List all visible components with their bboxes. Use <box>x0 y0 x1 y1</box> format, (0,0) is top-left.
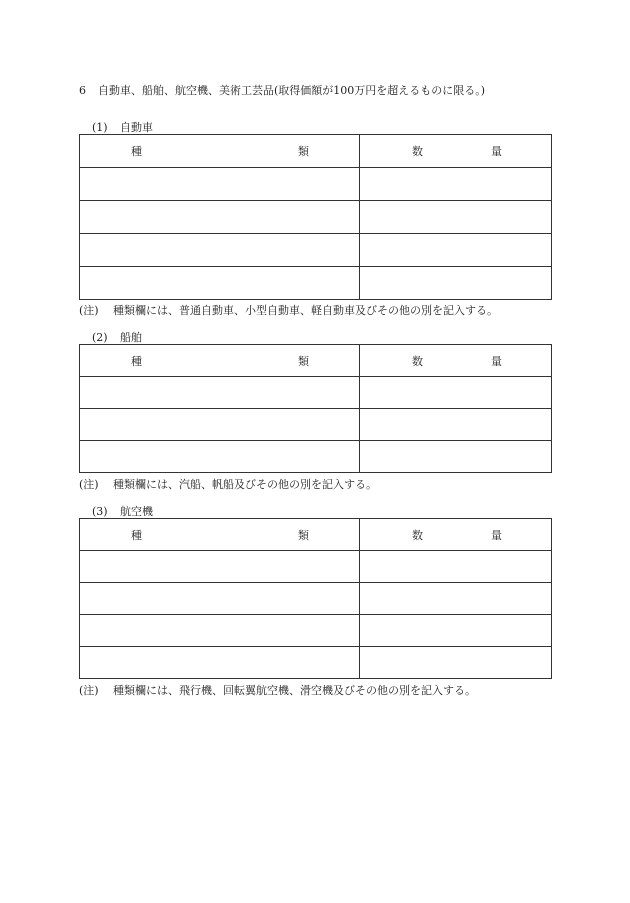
quantity-cell[interactable] <box>360 377 552 409</box>
ship-table <box>79 344 552 473</box>
table-row <box>80 441 552 473</box>
quantity-cell[interactable] <box>360 409 552 441</box>
subsection-number: (2) <box>92 331 108 344</box>
kind-cell[interactable] <box>80 647 360 679</box>
section-title: 自動車、船舶、航空機、美術工芸品(取得価額が100万円を超えるものに限る。) <box>98 84 486 97</box>
table-row <box>80 647 552 679</box>
quantity-cell[interactable] <box>360 551 552 583</box>
quantity-cell[interactable] <box>360 267 552 300</box>
kind-cell[interactable] <box>80 267 360 300</box>
table-header-row <box>80 519 552 551</box>
table-row <box>80 409 552 441</box>
kind-cell[interactable] <box>80 551 360 583</box>
subsection-title-aircraft <box>92 503 153 519</box>
quantity-cell[interactable] <box>360 201 552 234</box>
quantity-header: 数 量 <box>360 345 552 377</box>
quantity-cell[interactable] <box>360 583 552 615</box>
kind-cell[interactable] <box>80 168 360 201</box>
table-row <box>80 201 552 234</box>
kind-header: 種 類 <box>80 135 360 168</box>
quantity-header: 数 量 <box>360 135 552 168</box>
note-tag: (注) <box>79 304 99 317</box>
note-ship <box>79 476 377 492</box>
quantity-cell[interactable] <box>360 647 552 679</box>
table-row <box>80 615 552 647</box>
table-header-row <box>80 135 552 168</box>
kind-cell[interactable] <box>80 615 360 647</box>
quantity-cell[interactable] <box>360 234 552 267</box>
kind-cell[interactable] <box>80 234 360 267</box>
aircraft-table <box>79 518 552 679</box>
quantity-cell[interactable] <box>360 441 552 473</box>
note-text: 種類欄には、汽船、帆船及びその他の別を記入する。 <box>113 478 377 491</box>
section-number: 6 <box>79 84 86 97</box>
table-row <box>80 234 552 267</box>
note-text: 種類欄には、飛行機、回転翼航空機、滑空機及びその他の別を記入する。 <box>113 684 476 697</box>
subsection-number: (1) <box>92 121 108 134</box>
quantity-cell[interactable] <box>360 168 552 201</box>
kind-cell[interactable] <box>80 377 360 409</box>
automobile-table <box>79 134 552 300</box>
kind-cell[interactable] <box>80 201 360 234</box>
subsection-label: 航空機 <box>120 505 153 518</box>
table-row <box>80 583 552 615</box>
note-aircraft <box>79 682 476 698</box>
subsection-number: (3) <box>92 505 108 518</box>
subsection-title-automobile <box>92 119 153 135</box>
kind-cell[interactable] <box>80 409 360 441</box>
note-text: 種類欄には、普通自動車、小型自動車、軽自動車及びその他の別を記入する。 <box>113 304 498 317</box>
note-tag: (注) <box>79 478 99 491</box>
note-tag: (注) <box>79 684 99 697</box>
subsection-label: 船舶 <box>120 331 142 344</box>
subsection-title-ship <box>92 329 142 345</box>
table-row <box>80 551 552 583</box>
table-row <box>80 168 552 201</box>
table-row <box>80 377 552 409</box>
quantity-header: 数 量 <box>360 519 552 551</box>
kind-cell[interactable] <box>80 441 360 473</box>
kind-header: 種 類 <box>80 345 360 377</box>
quantity-cell[interactable] <box>360 615 552 647</box>
kind-cell[interactable] <box>80 583 360 615</box>
section-heading <box>79 82 485 98</box>
table-header-row <box>80 345 552 377</box>
note-automobile <box>79 302 498 318</box>
kind-header: 種 類 <box>80 519 360 551</box>
subsection-label: 自動車 <box>120 121 153 134</box>
table-row <box>80 267 552 300</box>
